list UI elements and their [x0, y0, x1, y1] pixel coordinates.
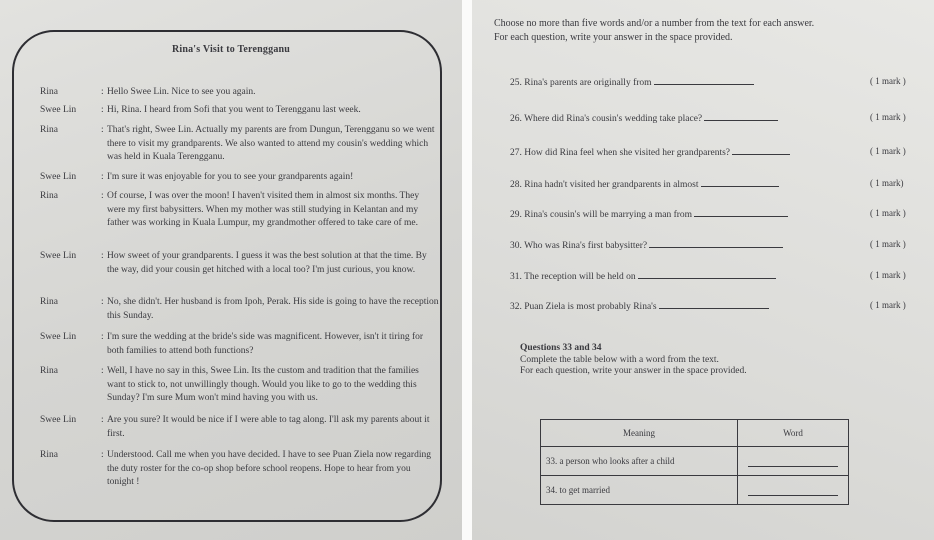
answer-blank[interactable]	[748, 466, 838, 467]
speaker-name: Rina	[40, 191, 58, 201]
meaning-cell: 34. to get married	[541, 476, 738, 505]
answer-blank[interactable]	[701, 178, 779, 187]
mark-label: ( 1 mark )	[870, 270, 906, 280]
speaker-name: Swee Lin	[40, 105, 77, 115]
speaker-name: Rina	[40, 87, 58, 97]
dialogue-text: Well, I have no say in this, Swee Lin. Its the custom and tradition that the families want to stick to, not unwillingly though. Would you like to go to the wedding this Sunday? I'm sure Mum won't mind having you with us.	[107, 366, 419, 403]
mark-label: ( 1 mark )	[870, 239, 906, 249]
answer-blank[interactable]	[748, 495, 838, 496]
section-instruction: For each question, write your answer in the space provided.	[520, 366, 747, 376]
answer-blank[interactable]	[654, 76, 754, 85]
section-heading: Questions 33 and 34	[520, 343, 602, 353]
answer-blank[interactable]	[649, 239, 783, 248]
vocabulary-table	[540, 419, 849, 505]
word-cell[interactable]	[738, 476, 849, 505]
answer-blank[interactable]	[638, 270, 776, 279]
meaning-cell: 33. a person who looks after a child	[541, 447, 738, 476]
word-cell[interactable]	[738, 447, 849, 476]
dialogue-text: Hello Swee Lin. Nice to see you again.	[107, 87, 256, 97]
header-word: Word	[738, 420, 849, 447]
dialogue-page: Rina's Visit to Terengganu Rina : Hello Swee Lin. Nice to see you again. Swee Lin : Hi, Rina. I heard from Sofi that you went to Terengganu last week. Rina : That's right, Swee Lin. Actually my parents are from Dungun, Terengganu so we went there to visit my grandparents. We also wanted to attend my cousin's wedding which was held in Kuala Terengganu. Swee Lin : I'm sure it was enjoyable for you to see your grandparents again! Rina : Of course, I was over the moon! I haven't visited them in almost six months. They were my first babysitters. When my mother was still studying in Kelantan and my father was working in Kuala Lumpur, my grandmother offered to take care of me. Swee Lin : How sweet of your grandparents. I guess it was the best solution at that the time. By the way, did your cousin get hitched with a local too? I'm just curious, you know. Rina : No, she didn't. Her husband is from Ipoh, Perak. His side is going to have the reception this Sunday. Swee Lin : I'm sure the wedding at the bride's side was magnificent. However, isn't it tiring for both families to attend both functions? Rina : Well, I have no say in this, Swee Lin. Its the custom and tradition that the families want to stick to, not unwillingly though. Would you like to go to the wedding this Sunday? I'm sure Mum won't mind having you with us. Swee Lin : Are you sure? It would be nice if I were able to tag along. I'll ask my parents about it first. Rina : Understood. Call me when you have decided. I have to see Puan Ziela now regarding the duty roster for the co-op shop before school reopens. Hope to hear from you tonight !	[0, 0, 462, 540]
answer-blank[interactable]	[732, 146, 790, 155]
speaker-name: Rina	[40, 297, 58, 307]
mark-label: ( 1 mark)	[870, 178, 904, 188]
dialogue-text: No, she didn't. Her husband is from Ipoh, Perak. His side is going to have the reception this Sunday.	[107, 297, 439, 321]
dialogue-title: Rina's Visit to Terengganu	[171, 44, 291, 55]
header-meaning: Meaning	[541, 420, 738, 447]
section-instruction: Complete the table below with a word from the text.	[520, 355, 719, 365]
speaker-name: Swee Lin	[40, 332, 77, 342]
dialogue-text: Are you sure? It would be nice if I were able to tag along. I'll ask my parents about it first.	[107, 415, 430, 439]
answer-blank[interactable]	[694, 208, 788, 217]
speaker-name: Swee Lin	[40, 172, 77, 182]
speaker-name: Swee Lin	[40, 251, 77, 261]
answer-blank[interactable]	[704, 112, 778, 121]
table-row	[541, 476, 849, 505]
instruction-line: For each question, write your answer in the space provided.	[494, 32, 733, 43]
dialogue-text: Of course, I was over the moon! I haven't visited them in almost six months. They were my first babysitters. When my mother was still studying in Kelantan and my father was working in Kuala Lumpur, my grandmother offered to take care of me.	[107, 191, 420, 228]
dialogue-text: That's right, Swee Lin. Actually my parents are from Dungun, Terengganu so we went there to visit my grandparents. We also wanted to attend my cousin's wedding which was held in Kuala Terengganu.	[107, 125, 435, 162]
dialogue-text: How sweet of your grandparents. I guess it was the best solution at that the time. By the way, did your cousin get hitched with a local too? I'm just curious, you know.	[107, 251, 427, 275]
dialogue-text: I'm sure it was enjoyable for you to see your grandparents again!	[107, 172, 354, 182]
dialogue-text: Understood. Call me when you have decided. I have to see Puan Ziela now regarding the duty roster for the co-op shop before school reopens. Hope to hear from you tonight !	[107, 450, 431, 487]
table-header-row	[541, 420, 849, 447]
instruction-line: Choose no more than five words and/or a number from the text for each answer.	[494, 18, 815, 29]
questions-page: Choose no more than five words and/or a number from the text for each answer. For each question, write your answer in the space provided. 25. Rina's parents are originally from ( 1 mark ) 26. Where did Rina's cousin's wedding take place? ( 1 mark ) 27. How did Rina feel when she visited her grandparents? ( 1 mark ) 28. Rina hadn't visited her grandparents in almost ( 1 mark) 29. Rina's cousin's will be marrying a man from ( 1 mark ) 30. Who was Rina's first babysitter? ( 1 mark ) 31. The reception will be held on ( 1 mark ) 32. Puan Ziela is most probably Rina's ( 1 mark ) Questions 33 and 34 Complete the table below with a word from the text. For each question, write your answer in the space provided.	[472, 0, 934, 540]
mark-label: ( 1 mark )	[870, 112, 906, 122]
dialogue-text: Hi, Rina. I heard from Sofi that you went to Terengganu last week.	[107, 105, 361, 115]
mark-label: ( 1 mark )	[870, 300, 906, 310]
answer-blank[interactable]	[659, 300, 769, 309]
speaker-name: Rina	[40, 366, 58, 376]
mark-label: ( 1 mark )	[870, 76, 906, 86]
speaker-name: Rina	[40, 450, 58, 460]
speaker-name: Swee Lin	[40, 415, 77, 425]
mark-label: ( 1 mark )	[870, 208, 906, 218]
dialogue-text: I'm sure the wedding at the bride's side was magnificent. However, isn't it tiring for both families to attend both functions?	[107, 332, 424, 356]
table-row	[541, 447, 849, 476]
mark-label: ( 1 mark )	[870, 146, 906, 156]
speaker-name: Rina	[40, 125, 58, 135]
page-gutter	[462, 0, 472, 540]
